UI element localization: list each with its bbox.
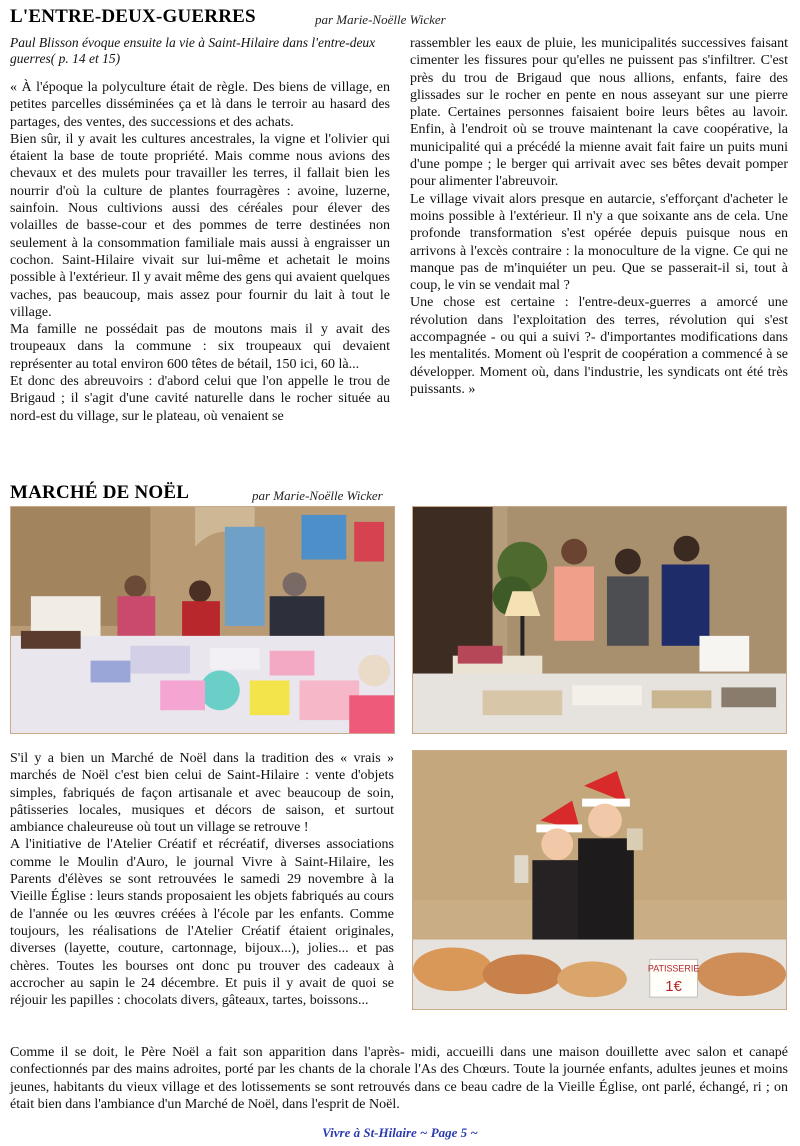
page-footer: Vivre à St-Hilaire ~ Page 5 ~ <box>322 1125 478 1140</box>
price-sign-label: 1€ <box>665 979 682 996</box>
pastry-stall-photo <box>412 750 787 1010</box>
paragraph: Bien sûr, il y avait les cultures ancestrales, la vigne et l'olivier qui étaient la base de toute propriété. Mais comme nous avions des chevaux et des mulets pour travailler les terres, il fallait bien les nourrir d'où la culture de plantes fourragères : avoine, luzerne, sainfoin. Nous cultivions aussi des céréales pour élever des volailles de basse-cour et des pommes de terre destinées non seulement à la consommation familiale mais aussi à engraisser un cochon. Saint-Hilaire vivait sur lui-même et achetait le moins possible à l'extérieur. Il y avait même des gens qui avaient quelques vaches, pas beaucoup, mais assez pour fournir du lait à tout le village. <box>10 131 390 320</box>
paragraph: A l'initiative de l'Atelier Créatif et récréatif, diverses associations comme le Moulin d'Auro, le journal Vivre à Saint-Hilaire, les Parents d'élèves se sont retrouvées le samedi 29 novembre à la Vieille Église : leurs stands proposaient les objets fabriqués au cours de l'année ou les œuvres créées à l'école par les enfants. Comme toujours, les réalisations de l'Atelier Créatif étaient originales, diverses (layette, couture, cartonnage, bijoux...), jolies... et pas chères. Toutes les bourses ont donc pu trouver des cadeaux à accrocher au sapin le 24 décembre. Et puis il y avait de quoi se réjouir les papilles : chocolats divers, gâteaux, tartes, boissons... <box>10 837 394 1009</box>
pastry-sign-label: PATISSERIE <box>647 963 700 974</box>
craft-stall-photo <box>10 506 395 734</box>
article2-full-width-paragraph: Comme il se doit, le Père Noël a fait son apparition dans l'après- midi, accueilli dans une maison douillette avec salon et canapé confectionnés par des mains adroites, porté par les chants de la chorale l'As des Chœurs. Toute la journée enfants, adultes jeunes et moins jeunes, habitants du vieux village et des lotissements se sont retrouvés dans ce beau cadre de la Vieille Église, ont parlé, échangé, ri ; on était bien dans l'ambiance d'un Marché de Noël, dans l'esprit de Noël. <box>10 1045 788 1112</box>
paragraph: S'il y a bien un Marché de Noël dans la tradition des « vrais » marchés de Noël c'est bien celui de Saint-Hilaire : vente d'objets simples, fabriqués de façon artisanale et avec beaucoup de soin, pâtisseries locales, musiques et décors de saison, et surtout ambiance chaleureuse où tout un village se retrouve ! <box>10 751 394 836</box>
article2-left-column <box>10 750 394 1009</box>
craft-stall-illustration <box>11 507 394 733</box>
paragraph: Une chose est certaine : l'entre-deux-guerres a amorcé une révolution dans l'exploitation des terres, révolution qui s'est accompagnée - ou qui a suivi ?- d'importantes modifications dans les mentalités. Moment où l'esprit de coopération a commencé à se développer. Moment où, dans l'industrie, les syndicats ont été très puissants. » <box>410 295 788 397</box>
paragraph: Le village vivait alors presque en autarcie, s'efforçant d'acheter le moins possible à l'extérieur. Il n'y a que soixante ans de cela. Une profonde transformation s'est opérée depuis puisque nous en arrivons à l'excès contraire : la monoculture de la vigne. Ce qui ne manque pas de m'inquiéter un peu. Que se passerait-il si, tout à coup, le vin se vendait mal ? <box>410 191 788 294</box>
paragraph: rassembler les eaux de pluie, les municipalités successives faisant cimenter les fissures pour qu'elles ne puissent pas s'infiltrer. C'est près du trou de Brigaud que nous allions, enfants, faire des glissades sur le rocher en pente en nous asseyant sur une pierre plate. Certaines personnes faisaient boire leurs bêtes au lavoir. Enfin, à l'endroit où se trouve maintenant la cave coopérative, la municipalité qui a précédé la mienne avait fait faire un puits muni d'une pompe ; le berger qui arrivait avec ses bêtes devait pomper pour alimenter l'abreuvoir. <box>410 36 788 190</box>
article1-left-column <box>10 79 390 425</box>
association-stand-photo <box>412 506 787 734</box>
paragraph: Ma famille ne possédait pas de moutons mais il y avait des troupeaux dans la commune : six troupeaux qui devaient représenter au total environ 600 têtes de bétail, 150 ici, 60 là... <box>10 322 390 372</box>
paragraph: « À l'époque la polyculture était de règle. Des biens de village, en petites parcelles disséminées ça et là dans le terroir au hasard des partages, des ventes, des successions et des achats. <box>10 80 390 130</box>
article2-byline: par Marie-Noëlle Wicker <box>252 488 383 503</box>
article1-intro: Paul Blisson évoque ensuite la vie à Saint-Hilaire dans l'entre-deux guerres( p. 14 et 15) <box>10 35 376 66</box>
pastry-stall-illustration <box>413 751 786 1009</box>
article1-right-column <box>410 35 788 398</box>
association-stand-illustration <box>413 507 786 733</box>
article1-byline: par Marie-Noëlle Wicker <box>315 12 446 27</box>
article1-title: L'ENTRE-DEUX-GUERRES <box>10 6 256 27</box>
article2-title: MARCHÉ DE NOËL <box>10 482 190 503</box>
paragraph: Et donc des abreuvoirs : d'abord celui que l'on appelle le trou de Brigaud ; il s'agit d'une cavité naturelle dans le rocher située au nord-est du village, sur le plateau, où venaient se <box>10 374 390 424</box>
